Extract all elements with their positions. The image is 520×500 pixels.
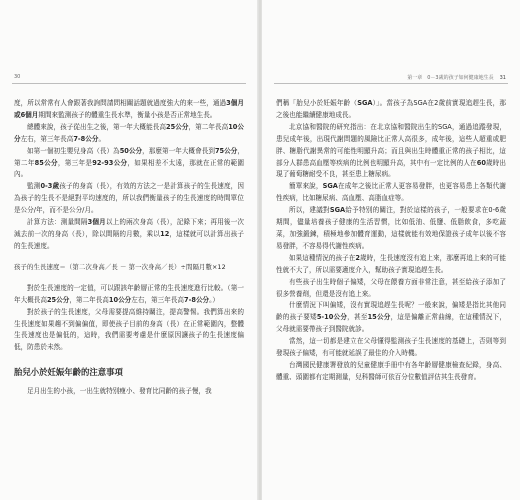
- right-running-header: [407, 74, 506, 81]
- left-page-number: 30: [14, 74, 21, 80]
- paragraph: 北京協和醫院的研究指出：在北京協和醫院出生的SGA，通過追蹤發現，患兒成年後，出現代謝問題的風險比正常人高很多，成年後，這些人超重或肥胖、糖脂代謝異常的可能性明顯升高；而且與出生時體重正常的孩子相比，這部分人群患高血壓等疾病的比例也明顯升高，其中有一定比例的人在60歲時出現了葡萄糖耐受不良，甚至患上糖尿病。: [276, 122, 507, 179]
- paragraph: 度，所以常常有人會跟著我詢問請問相關話題就過度強大的來一些，通過3個月或6個月期間來監測孩子的體重生長水準，衡量小孩是否正常地生長。: [14, 99, 245, 119]
- right-header-rule: [274, 83, 508, 84]
- growth-velocity-formula: 孩子的生長速度＝（第二次身高／長 － 第一次身高／長）÷間隔月數×12: [14, 262, 226, 271]
- paragraph: 計算方法：測量間隔3個月以上的兩次身高（長），記錄下來；再用後一次減去前一次的身高（長），除以間隔的月數，乘以12，這樣就可以計算出孩子的生長速度。: [14, 218, 244, 250]
- paragraph: 總體來說，孩子從出生之後，第一年大概能長高25公分，第二年長高10公分左右，第三年長高7-8公分。: [14, 122, 245, 143]
- paragraph: 們稱「胎兒小於妊娠年齡（SGA）」。當孩子為SGA在2歲前實現追趕生長，那之後也能繼續健康地成長。: [276, 99, 507, 119]
- section-title: 胎兒小於妊娠年齡的注意事項: [14, 367, 123, 378]
- right-page: [262, 0, 520, 500]
- paragraph: 對於孩子的生長速度，父母需要提高維持關注，提高警惕。我們算出來的生長速度如果趨不到偏偏值，即使孩子目前的身高（長）在正常範圍內，整體生長速度也是偏低的，這時，我們需要考慮是什麼原因讓孩子的生長速度偏低，防患於未然。: [14, 307, 244, 352]
- paragraph: 對於生長速度的一定值，可以跟該年齡層正常的生長速度進行比較。（第一年大概長高25公分，第二年長高10公分左右，第三年長高7-8公分。）: [14, 283, 244, 304]
- paragraph: 當然，這一切都是建立在父母懂得監測孩子生長速度的基礎上，否則等到發現孩子偏矮，有可能就延誤了最佳的介入時機。: [276, 337, 506, 358]
- paragraph: 監測0-3歲孩子的身高（長），有效的方法之一是計算孩子的生長速度，因為孩子的生長不是絕對平均速度的，所以我們衡量孩子的生長速度的時間單位是公分/年，而不是公分/月。: [14, 182, 244, 215]
- left-page-body: [14, 98, 244, 398]
- left-header-rule: [12, 83, 246, 84]
- chapter-header: 第一章 0－3歲的孩子如何健康地生長: [407, 75, 494, 81]
- paragraph: 什麼情況下叫偏矮，沒有實現追趕生長呢？一般來說，偏矮是指比其他同齡的孩子要矮5-10公分，甚至15公分，這是偏離正常曲線，在這種情況下，父母就需要帶孩子到醫院就診。: [276, 301, 507, 334]
- paragraph: 如果這種情況的孩子在2歲時，生長速度沒有追上來，那麼再追上來的可能性就不大了，所以需要適度介入，幫助孩子實現追趕生長。: [276, 253, 507, 274]
- right-page-body: [276, 98, 506, 384]
- right-page-number: 31: [499, 75, 506, 81]
- paragraph: 台灣國民健康署發放的兒童健康手冊中有各年齡層健康檢查紀錄，身高、體重、頭圍都有定期測量，兒科醫師可依百分位數值評估其生長發育。: [276, 360, 506, 381]
- paragraph: 有些孩子出生時個子偏矮，父母在餵養方面非常注意，甚至給孩子添加了很多營養劑，但還是沒有追上來。: [276, 277, 506, 298]
- paragraph: 如第一個初生嬰兒身高（長）為50公分，那麼第一年大概會長到75公分，第二年85公分，第三年是92-93公分，如果相差不太遠，那就在正常的範圍內。: [14, 146, 245, 179]
- left-page: [0, 0, 258, 500]
- paragraph: 足月出生的小孩，一出生就特別瘦小、發育比同齡的孩子慢，我: [27, 387, 212, 396]
- paragraph: 所以，建議對SGA給予特別的關注，對於這樣的孩子，一般要求在0-6歲期間，儘量培養孩子健康的生活習慣，比如低油、低鹽、低脂飲食，多吃蔬菜，加強鍛鍊，積極地參加體育運動，這樣就能有效地保證孩子成年以後不容易發胖，不容易得代謝性疾病。: [276, 206, 506, 250]
- paragraph: 簡單來說，SGA在成年之後比正常人更容易發胖，也更容易患上各類代謝性疾病，比如糖尿病、高血壓、高脂血症等。: [276, 182, 507, 203]
